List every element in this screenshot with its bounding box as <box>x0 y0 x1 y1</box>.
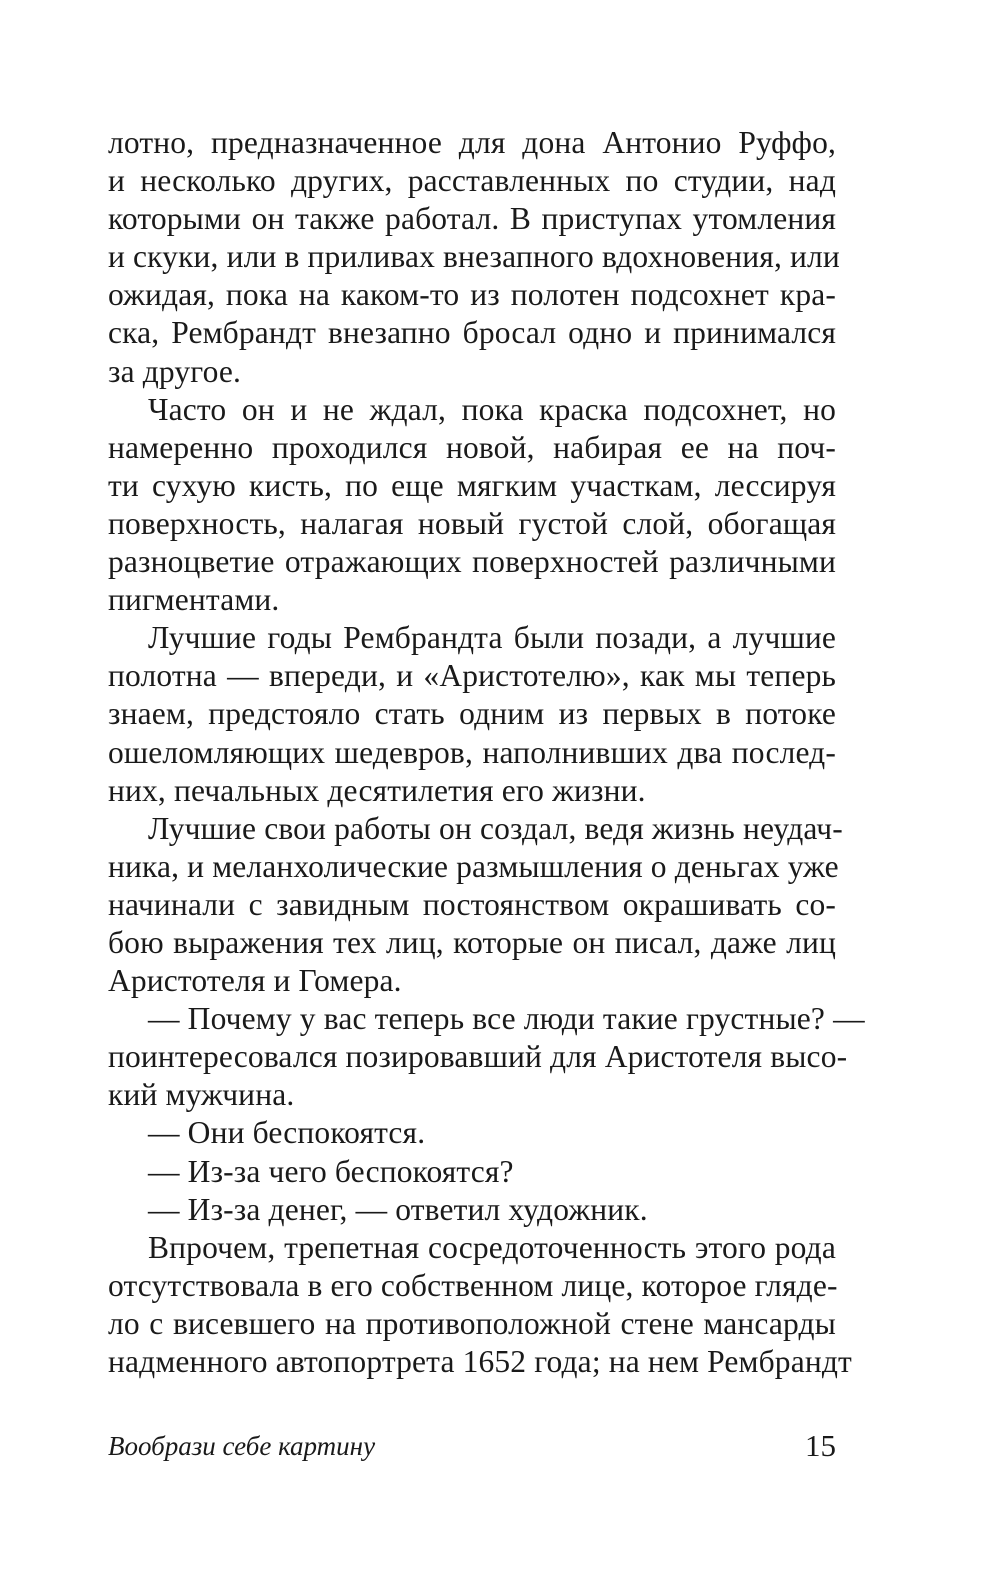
page-body <box>108 124 865 1381</box>
text-line: лотно, предназначенное для дона Антонио Руффо, <box>108 125 836 160</box>
text-line: и скуки, или в приливах внезапного вдохновения, или <box>108 239 840 275</box>
dialogue-line: — Из-за чего беспокоятся? <box>148 1153 514 1189</box>
text-line: за другое. <box>108 353 242 389</box>
text-line: разноцветие отражающих поверхностей различными <box>108 544 836 580</box>
page-number: 15 <box>805 1428 836 1463</box>
dialogue-line: — Из-за денег, — ответил художник. <box>148 1191 648 1227</box>
text-line: ти сухую кисть, по еще мягким участкам, лессируя <box>108 467 836 503</box>
paragraph-first-line: Лучшие годы Рембрандта были позади, а лучшие <box>148 620 836 656</box>
paragraph-first-line: Впрочем, трепетная сосредоточенность этого рода <box>148 1229 836 1265</box>
text-line: намеренно проходился новой, набирая ее на поч- <box>108 429 836 465</box>
text-line: знаем, предстояло стать одним из первых в потоке <box>108 696 836 732</box>
text-line: надменного автопортрета 1652 года; на нем Рембрандт <box>108 1344 852 1379</box>
text-line: полотна — впереди, и «Аристотелю», как мы теперь <box>108 658 836 694</box>
text-line: поинтересовался позировавший для Аристотеля высо- <box>108 1039 848 1075</box>
text-line: и несколько других, расставленных по студии, над <box>108 163 836 199</box>
text-line: начинали с завидным постоянством окрашивать со- <box>108 886 836 922</box>
text-line: ошеломляющих шедевров, наполнивших два послед- <box>108 734 836 770</box>
text-line: пигментами. <box>108 582 280 618</box>
paragraph-first-line: Часто он и не ждал, пока краска подсохнет, но <box>148 391 836 427</box>
text-line: поверхность, налагая новый густой слой, обогащая <box>108 505 836 541</box>
text-line: ника, и меланхолические размышления о деньгах уже <box>108 848 839 884</box>
text-line: ло с висевшего на противоположной стене мансарды <box>108 1305 836 1341</box>
text-line: ожидая, пока на каком-то из полотен подсохнет кра- <box>108 277 836 313</box>
text-line: отсутствовала в его собственном лице, которое гляде- <box>108 1267 838 1303</box>
text-line: бою выражения тех лиц, которые он писал, даже лиц <box>108 924 836 960</box>
text-line: кий мужчина. <box>108 1077 295 1113</box>
text-line: Аристотеля и Гомера. <box>108 963 402 999</box>
paragraph-first-line: Лучшие свои работы он создал, ведя жизнь неудач- <box>148 810 843 846</box>
running-title: Вообрази себе картину <box>108 1431 376 1461</box>
text-line: них, печальных десятилетия его жизни. <box>108 772 646 808</box>
page-footer <box>108 1426 836 1466</box>
dialogue-line: — Почему у вас теперь все люди такие грустные? — <box>148 1001 865 1037</box>
text-line: которыми он также работал. В приступах утомления <box>108 201 836 237</box>
text-line: ска, Рембрандт внезапно бросал одно и принимался <box>108 315 836 351</box>
dialogue-line: — Они беспокоятся. <box>148 1115 426 1151</box>
